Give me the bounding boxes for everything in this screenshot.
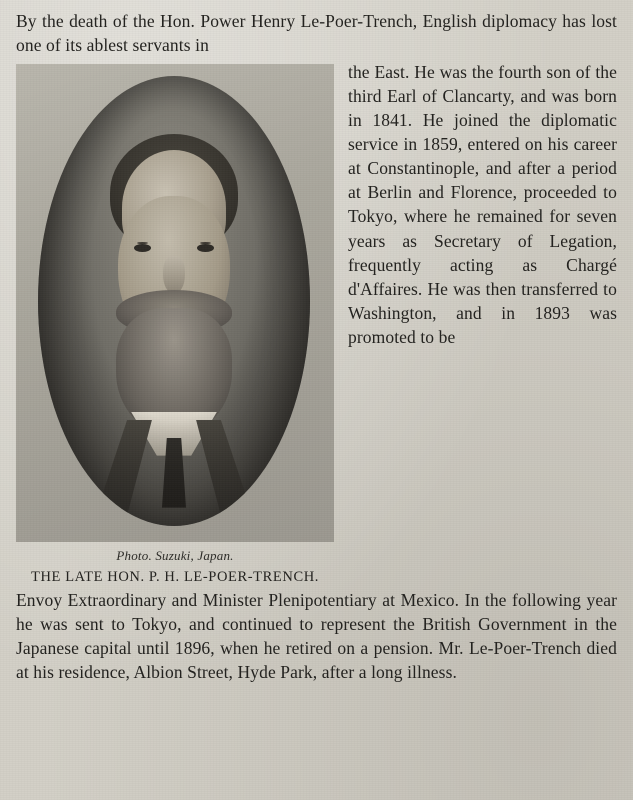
portrait-vignette-overlay xyxy=(38,76,310,526)
portrait-oval-vignette xyxy=(38,76,310,526)
portrait-photograph xyxy=(16,64,334,542)
article-tail xyxy=(16,588,617,685)
photo-credit: Photo. Suzuki, Japan. xyxy=(116,547,234,563)
figure-caption: THE LATE HON. P. H. LE-POER-TRENCH. xyxy=(30,568,320,585)
article-body xyxy=(16,60,617,585)
portrait-figure xyxy=(16,64,334,586)
article-lead-paragraph: By the death of the Hon. Power Henry Le-Poer-Trench, English diplomacy has lost one of its ablest servants in xyxy=(16,11,617,55)
article-column-paragraph: the East. He was the fourth son of the third Earl of Clancarty, and was born in 1841. He joined the diplomatic service in 1859, entered on his career at Constantinople, and after a period at Berlin and Florence, proceeded to Tokyo, where he remained for seven years as Secretary of Legation, frequently acting as Chargé d'Affaires. He was then transferred to Washington, and in 1893 was promoted to be xyxy=(348,61,617,348)
article-tail-paragraph: Envoy Extraordinary and Minister Plenipotentiary at Mexico. In the following year he was sent to Tokyo, and continued to represent the British Government in the Japanese capital until 1896, when he retired on a pension. Mr. Le-Poer-Trench died at his residence, Albion Street, Hyde Park, after a long illness. xyxy=(16,589,617,683)
